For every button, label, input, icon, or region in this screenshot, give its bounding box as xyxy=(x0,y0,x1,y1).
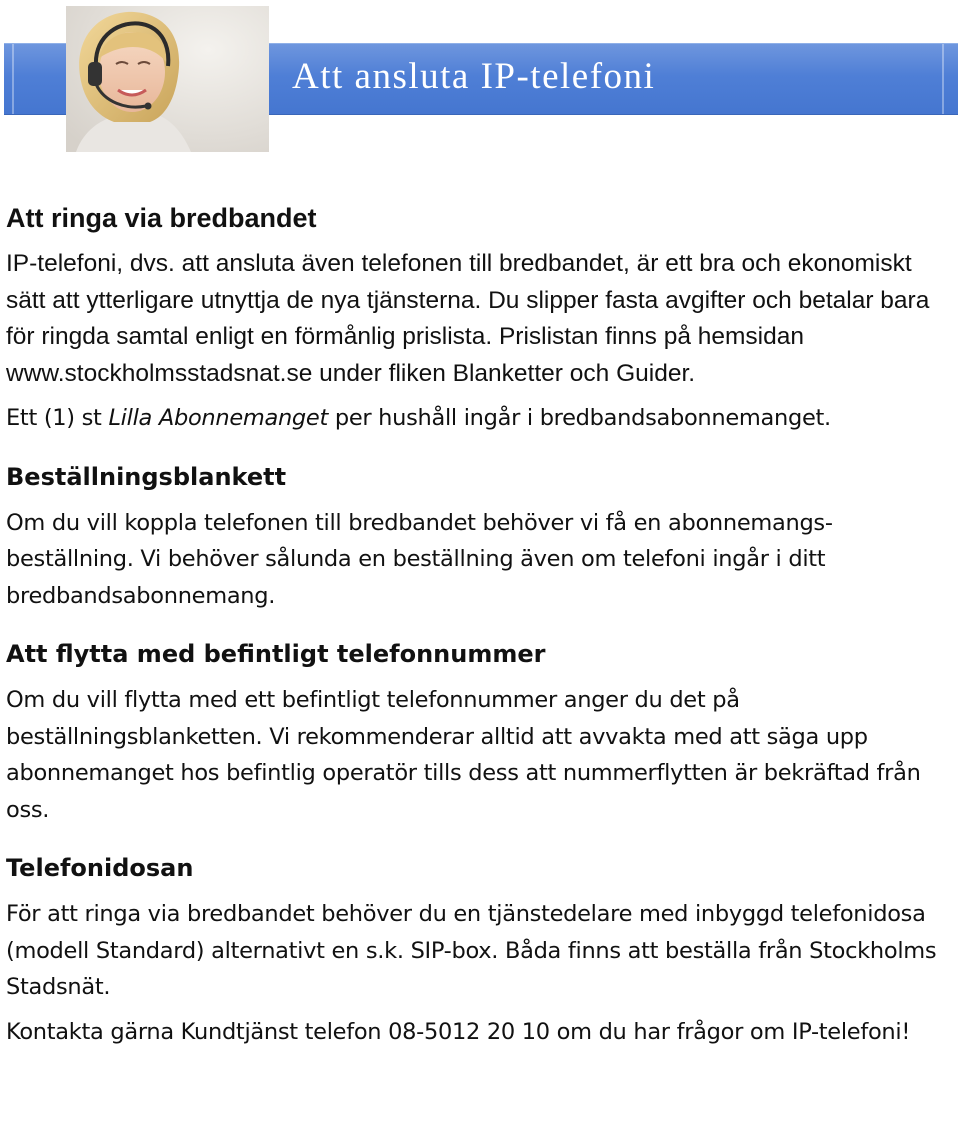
lilla-abonnemanget-emphasis: Lilla Abonnemanget xyxy=(108,405,328,431)
paragraph-telefonidosan: För att ringa via bredbandet behöver du en tjänstedelare med inbyggd telefonidosa (modell Standard) alternativt en s.k. SIP-box. Båda finns att beställa från Stockholms Stadsnät. xyxy=(6,901,937,1000)
heading-flytta-telefonnummer: Att flytta med befintligt telefonnummer xyxy=(6,640,546,668)
paragraph-ip-telefoni-intro: IP-telefoni, dvs. att ansluta även telefonen till bredbandet, är ett bra och ekonomiskt sätt att ytterligare utnyttja de nya tjänsterna. Du slipper fasta avgifter och betalar bara för ringda samtal enligt en förmånlig prislista. Prislistan finns på hemsidan www.stockholmsstadsnat.se under fliken Blanketter och Guider. xyxy=(6,250,930,387)
paragraph-lilla-abonnemanget xyxy=(6,400,946,437)
heading-bestallningsblankett: Beställningsblankett xyxy=(6,462,287,491)
banner-divider-left xyxy=(12,44,14,114)
support-agent-photo xyxy=(66,6,269,152)
document-body xyxy=(6,198,946,1050)
paragraph-kontakta-kundtjanst: Kontakta gärna Kundtjänst telefon 08-5012 20 10 om du har frågor om IP-telefoni! xyxy=(6,1018,911,1045)
paragraph-bestallningsblankett: Om du vill koppla telefonen till bredbandet behöver vi få en abonnemangs-beställning. Vi behöver sålunda en beställning även om telefoni ingår i ditt bredbandsabonnemang. xyxy=(6,509,833,609)
headset-agent-illustration xyxy=(66,6,269,152)
page-title: Att ansluta IP-telefoni xyxy=(292,56,656,97)
banner-divider-right xyxy=(942,44,944,114)
paragraph-flytta-telefonnummer: Om du vill flytta med ett befintligt telefonnummer anger du det på beställningsblanketten. Vi rekommenderar alltid att avvakta med att säga upp abonnemanget hos befintlig operatör tills dess att nummerflytten är bekräftad från oss. xyxy=(6,687,921,823)
heading-ringa-via-bredbandet: Att ringa via bredbandet xyxy=(6,203,317,233)
heading-telefonidosan: Telefonidosan xyxy=(6,854,194,882)
lilla-line-suffix: per hushåll ingår i bredbandsabonnemanget. xyxy=(327,405,831,431)
lilla-line-prefix: Ett (1) st xyxy=(6,405,109,431)
